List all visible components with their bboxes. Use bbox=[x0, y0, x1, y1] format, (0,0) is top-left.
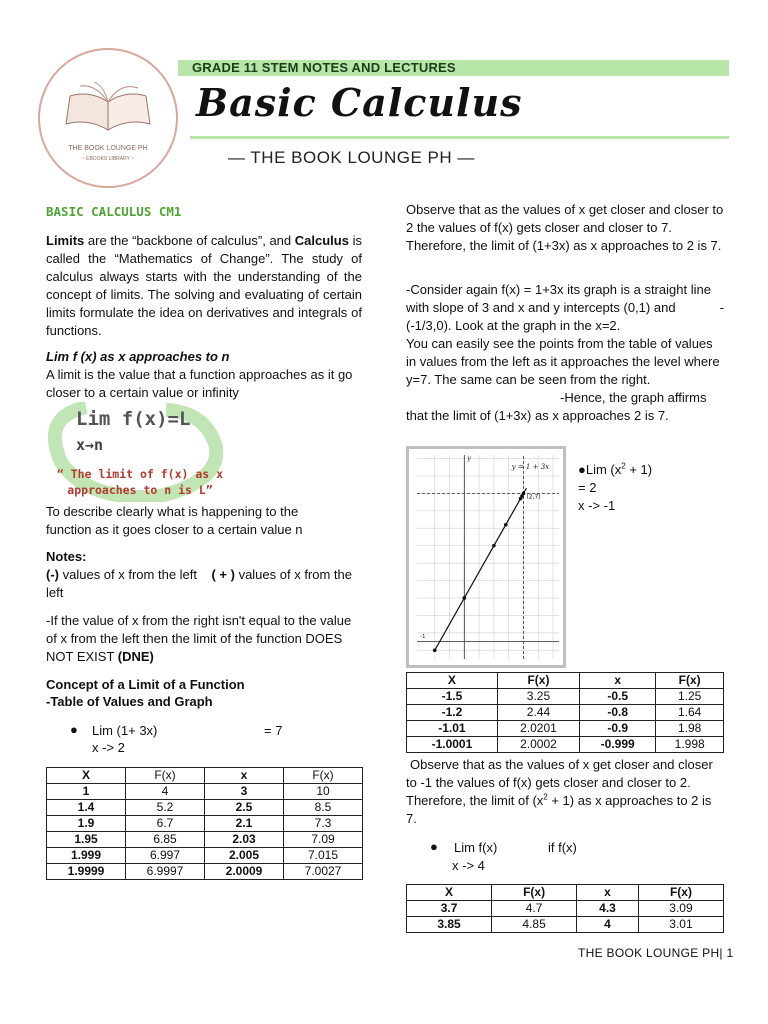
example3-condition: if f(x) bbox=[548, 840, 577, 855]
example2-approach: x -> -1 bbox=[578, 498, 616, 513]
example3-limit: Lim f(x) bbox=[454, 840, 498, 855]
intro-paragraph bbox=[46, 232, 362, 340]
col-header: X bbox=[407, 673, 498, 689]
col-header: x bbox=[205, 768, 284, 784]
table-row bbox=[47, 784, 363, 800]
cell: 2.005 bbox=[205, 848, 284, 864]
table-row bbox=[47, 800, 363, 816]
col-header: X bbox=[407, 885, 492, 901]
exponent: 2 bbox=[543, 792, 548, 802]
cell: 6.997 bbox=[126, 848, 205, 864]
example1-limit: Lim (1+ 3x) bbox=[92, 723, 158, 738]
grade-line: GRADE 11 STEM NOTES AND LECTURES bbox=[192, 60, 456, 75]
describe-text: To describe clearly what is happening to the function as it goes closer to a certain value n bbox=[46, 504, 303, 537]
logo-name: THE BOOK LOUNGE PH bbox=[68, 145, 148, 152]
col-header: F(x) bbox=[126, 768, 205, 784]
example2-limit bbox=[578, 461, 652, 479]
graph-point-label: (2,7) bbox=[526, 493, 541, 501]
cell: 1 bbox=[47, 784, 126, 800]
notes-text bbox=[46, 566, 362, 602]
observe2-text bbox=[406, 756, 724, 828]
col-header: X bbox=[47, 768, 126, 784]
page-title: Basic Calculus bbox=[196, 80, 523, 125]
data-point bbox=[492, 544, 496, 548]
data-point bbox=[504, 523, 508, 527]
consider-body: -Consider again f(x) = 1+3x its graph is a straight line with slope of 3 and x and y intercepts (0,1) and (-1/3,0). Look at the graph in the x=2. bbox=[406, 282, 711, 333]
table-row bbox=[407, 721, 724, 737]
col-header: F(x) bbox=[638, 885, 723, 901]
example2-lim: Lim (x bbox=[585, 462, 622, 477]
cell: 4.85 bbox=[492, 917, 577, 933]
lim-heading: Lim f (x) as x approaches to n bbox=[46, 349, 230, 364]
cell: 1.998 bbox=[656, 737, 724, 753]
cell: -1.0001 bbox=[407, 737, 498, 753]
cell: 3.7 bbox=[407, 901, 492, 917]
observe1-text: Observe that as the values of x get closer and closer to 2 the values of f(x) gets closer and closer to 7. Therefore, the limit of (1+3x) as x approaches to 2 is 7. bbox=[406, 202, 724, 253]
cell: 4.3 bbox=[577, 901, 639, 917]
cell: -0.8 bbox=[580, 705, 656, 721]
open-book-icon bbox=[58, 80, 158, 140]
cell: 1.4 bbox=[47, 800, 126, 816]
cell: 7.3 bbox=[284, 816, 363, 832]
concept-heading: Concept of a Limit of a Function bbox=[46, 677, 245, 692]
cell: 1.9 bbox=[47, 816, 126, 832]
exponent: 2 bbox=[621, 461, 626, 471]
data-point bbox=[522, 492, 526, 496]
cell: 2.0009 bbox=[205, 864, 284, 880]
cell: 3.25 bbox=[497, 689, 579, 705]
example2-rest: + 1) bbox=[625, 462, 653, 477]
cell: 8.5 bbox=[284, 800, 363, 816]
cell: 7.09 bbox=[284, 832, 363, 848]
cell: 2.5 bbox=[205, 800, 284, 816]
cell: 4.7 bbox=[492, 901, 577, 917]
cell: 1.95 bbox=[47, 832, 126, 848]
line-graph bbox=[406, 446, 566, 668]
cell: -1.5 bbox=[407, 689, 498, 705]
cell: 10 bbox=[284, 784, 363, 800]
logo bbox=[38, 48, 178, 188]
table-row bbox=[47, 848, 363, 864]
limit-graphic bbox=[46, 402, 226, 502]
bullet-icon: ● bbox=[430, 839, 438, 854]
table-header-row bbox=[47, 768, 363, 784]
table2 bbox=[406, 672, 724, 753]
col-header: x bbox=[580, 673, 656, 689]
cell: 2.44 bbox=[497, 705, 579, 721]
graphic-quote: “ The limit of f(x) as x approaches to n is L” bbox=[56, 467, 224, 497]
table-row bbox=[407, 737, 724, 753]
consider-dash: - bbox=[719, 300, 724, 315]
data-point bbox=[463, 596, 467, 600]
table-header-row bbox=[407, 673, 724, 689]
bullet-icon: ● bbox=[70, 722, 78, 737]
example1-approach: x -> 2 bbox=[92, 740, 125, 755]
intro-part1: are the “backbone of calculus”, and bbox=[84, 233, 295, 248]
intro-part2: is called the “Mathematics of Change”. The study of calculus always starts with the understanding of the concept of limits. The solving and evaluating of certain limits formulate the idea on derivatives and integrals of functions. bbox=[46, 233, 362, 338]
observe2-part2: + 1) as x approaches to 2 is 7. bbox=[406, 793, 712, 826]
note-minus-symbol: (-) bbox=[46, 567, 59, 582]
table-row bbox=[407, 901, 724, 917]
cell: 7.0027 bbox=[284, 864, 363, 880]
term-limits: Limits bbox=[46, 233, 85, 248]
page-footer: THE BOOK LOUNGE PH| 1 bbox=[578, 946, 734, 960]
graph-tick-label: -1 bbox=[419, 634, 426, 641]
col-header: F(x) bbox=[492, 885, 577, 901]
cell: 1.25 bbox=[656, 689, 724, 705]
lim-definition: A limit is the value that a function approaches as it go closer to a certain value or infinity bbox=[46, 367, 353, 400]
col-header: F(x) bbox=[284, 768, 363, 784]
dne-body: -If the value of x from the right isn't equal to the value of x from the left then the limit of the function DOES NOT EXIST bbox=[46, 613, 352, 664]
cell: 1.64 bbox=[656, 705, 724, 721]
cell: 1.9999 bbox=[47, 864, 126, 880]
table1 bbox=[46, 767, 363, 880]
cell: 6.9997 bbox=[126, 864, 205, 880]
cell: -0.9 bbox=[580, 721, 656, 737]
hence-paragraph: -Hence, the graph affirms that the limit of (1+3x) as x approaches 2 is 7. bbox=[406, 390, 707, 423]
cell: -1.01 bbox=[407, 721, 498, 737]
dne-text bbox=[46, 612, 362, 666]
example1-result: = 7 bbox=[264, 723, 283, 738]
table-row bbox=[407, 689, 724, 705]
cell: 3.85 bbox=[407, 917, 492, 933]
table-row bbox=[407, 917, 724, 933]
graph-equation-label: y = 1 + 3x bbox=[511, 462, 550, 471]
graphic-limit-formula: Lim f(x)=L bbox=[76, 408, 191, 430]
cell: 3 bbox=[205, 784, 284, 800]
col-header: F(x) bbox=[497, 673, 579, 689]
note-plus: values of x from the left bbox=[46, 567, 353, 600]
table-row bbox=[407, 705, 724, 721]
observe2-part1: Observe that as the values of x get closer and closer to -1 the values of f(x) gets closer and closer to 2. Therefore, the limit of (x bbox=[406, 757, 713, 808]
col-header: F(x) bbox=[656, 673, 724, 689]
cell: 3.09 bbox=[638, 901, 723, 917]
cell: 1.999 bbox=[47, 848, 126, 864]
col-header: x bbox=[577, 885, 639, 901]
table-row bbox=[47, 832, 363, 848]
cell: 7.015 bbox=[284, 848, 363, 864]
cell: 6.7 bbox=[126, 816, 205, 832]
note-plus-symbol: ( + ) bbox=[211, 567, 235, 582]
bullet-icon: ● bbox=[578, 462, 586, 477]
cell: 2.0201 bbox=[497, 721, 579, 737]
cell: 2.1 bbox=[205, 816, 284, 832]
cell: 4 bbox=[577, 917, 639, 933]
cell: -0.5 bbox=[580, 689, 656, 705]
table-header-row bbox=[407, 885, 724, 901]
table-row bbox=[47, 816, 363, 832]
example2-result: = 2 bbox=[578, 480, 597, 495]
cell: 3.01 bbox=[638, 917, 723, 933]
graphic-approach: x→n bbox=[76, 436, 104, 454]
notes-heading: Notes: bbox=[46, 549, 87, 564]
function-line bbox=[435, 488, 527, 650]
term-calculus: Calculus bbox=[294, 233, 349, 248]
cell: 5.2 bbox=[126, 800, 205, 816]
table-heading: -Table of Values and Graph bbox=[46, 694, 213, 709]
cell: 1.98 bbox=[656, 721, 724, 737]
graph-y-label: y bbox=[467, 455, 471, 463]
graph-plot bbox=[409, 449, 563, 665]
example3-approach: x -> 4 bbox=[452, 858, 485, 873]
cell: -0.999 bbox=[580, 737, 656, 753]
cell: 6.85 bbox=[126, 832, 205, 848]
table3 bbox=[406, 884, 724, 933]
section-title: BASIC CALCULUS CM1 bbox=[46, 204, 182, 219]
consider-text bbox=[406, 281, 724, 335]
consider2-text: You can easily see the points from the table of values in values from the left as it approaches the level where y=7. The same can be seen from the right. bbox=[406, 336, 720, 387]
note-minus: values of x from the left bbox=[59, 567, 198, 582]
cell: 2.0002 bbox=[497, 737, 579, 753]
logo-tagline: ~ EBOOKS LIBRARY ~ bbox=[81, 156, 135, 162]
header-rule bbox=[190, 136, 729, 139]
cell: 2.03 bbox=[205, 832, 284, 848]
dne-label: (DNE) bbox=[117, 649, 154, 664]
table-row bbox=[47, 864, 363, 880]
data-point bbox=[433, 648, 437, 652]
page-subtitle: — THE BOOK LOUNGE PH — bbox=[228, 148, 475, 167]
cell: 4 bbox=[126, 784, 205, 800]
cell: -1.2 bbox=[407, 705, 498, 721]
